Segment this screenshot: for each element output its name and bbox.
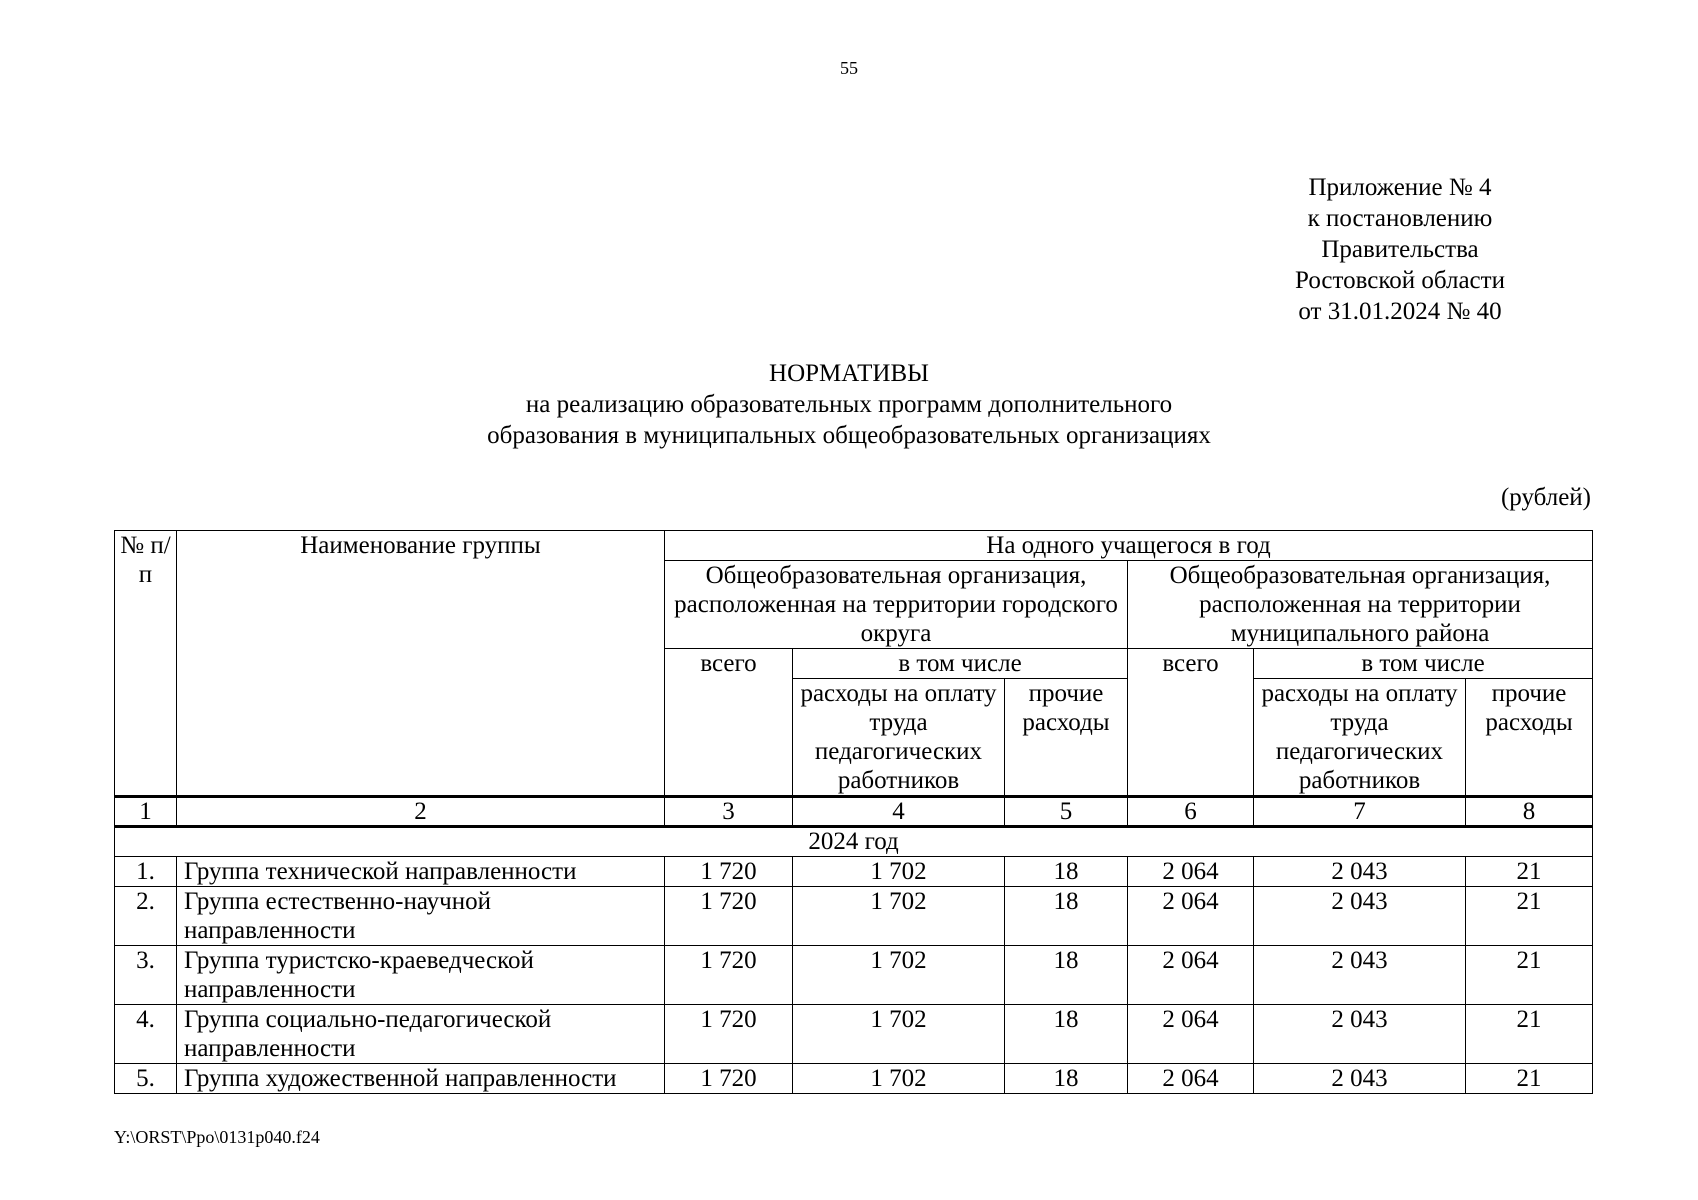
header-urban-including: в том числе — [793, 649, 1128, 679]
urban-salary: 1 702 — [793, 946, 1005, 1005]
rural-other: 21 — [1466, 946, 1593, 1005]
rural-total: 2 064 — [1128, 946, 1254, 1005]
header-num: № п/п — [115, 531, 177, 797]
appendix-line: Правительства — [1321, 236, 1479, 263]
table-row — [115, 946, 1593, 1005]
column-number: 2 — [177, 797, 665, 827]
appendix-line: Ростовской области — [1295, 267, 1505, 294]
column-number: 3 — [665, 797, 793, 827]
title-line: образования в муниципальных общеобразовательных организациях — [487, 422, 1211, 449]
urban-salary: 1 702 — [793, 857, 1005, 887]
row-num: 2. — [115, 887, 177, 946]
row-num: 4. — [115, 1005, 177, 1064]
rural-salary: 2 043 — [1254, 887, 1466, 946]
document-title — [0, 358, 1698, 451]
urban-other: 18 — [1005, 887, 1128, 946]
year-row — [115, 827, 1593, 857]
rural-salary: 2 043 — [1254, 857, 1466, 887]
rural-salary: 2 043 — [1254, 946, 1466, 1005]
rural-total: 2 064 — [1128, 1005, 1254, 1064]
column-number: 5 — [1005, 797, 1128, 827]
row-name: Группа туристско-краеведческой направленности — [177, 946, 665, 1005]
rural-other: 21 — [1466, 857, 1593, 887]
rural-total: 2 064 — [1128, 857, 1254, 887]
header-urban-total: всего — [665, 649, 793, 797]
header-rural-including: в том числе — [1254, 649, 1593, 679]
row-num: 3. — [115, 946, 177, 1005]
title-heading: НОРМАТИВЫ — [769, 360, 929, 387]
row-num: 1. — [115, 857, 177, 887]
header-name: Наименование группы — [177, 531, 665, 797]
header-per-student: На одного учащегося в год — [665, 531, 1593, 561]
row-num: 5. — [115, 1064, 177, 1094]
column-number: 4 — [793, 797, 1005, 827]
column-number: 6 — [1128, 797, 1254, 827]
column-number: 8 — [1466, 797, 1593, 827]
page-number: 55 — [840, 58, 858, 78]
urban-total: 1 720 — [665, 887, 793, 946]
appendix-line: от 31.01.2024 № 40 — [1298, 298, 1502, 325]
row-name: Группа социально-педагогической направленности — [177, 1005, 665, 1064]
urban-other: 18 — [1005, 857, 1128, 887]
rural-salary: 2 043 — [1254, 1064, 1466, 1094]
urban-total: 1 720 — [665, 1064, 793, 1094]
header-rural-total: всего — [1128, 649, 1254, 797]
header-rural-salary: расходы на оплату труда педагогических работников — [1254, 679, 1466, 797]
column-number: 1 — [115, 797, 177, 827]
header-urban-other: прочие расходы — [1005, 679, 1128, 797]
table-row — [115, 1064, 1593, 1094]
header-urban-salary: расходы на оплату труда педагогических работников — [793, 679, 1005, 797]
row-name: Группа естественно-научной направленности — [177, 887, 665, 946]
urban-total: 1 720 — [665, 1005, 793, 1064]
urban-salary: 1 702 — [793, 1064, 1005, 1094]
rural-other: 21 — [1466, 887, 1593, 946]
table-row — [115, 887, 1593, 946]
urban-other: 18 — [1005, 1005, 1128, 1064]
units-label: (рублей) — [1500, 484, 1591, 511]
footer-file-path: Y:\ORST\Ppo\0131p040.f24 — [114, 1127, 320, 1147]
urban-other: 18 — [1005, 946, 1128, 1005]
rural-other: 21 — [1466, 1005, 1593, 1064]
urban-total: 1 720 — [665, 857, 793, 887]
rural-total: 2 064 — [1128, 1064, 1254, 1094]
header-rural-org: Общеобразовательная организация, расположенная на территории муниципального района — [1128, 561, 1593, 649]
urban-total: 1 720 — [665, 946, 793, 1005]
row-name: Группа технической направленности — [177, 857, 665, 887]
norms-table — [114, 530, 1593, 1094]
header-rural-other: прочие расходы — [1466, 679, 1593, 797]
column-numbers-row — [115, 797, 1593, 827]
urban-salary: 1 702 — [793, 1005, 1005, 1064]
year-label: 2024 год — [115, 827, 1593, 857]
title-line: на реализацию образовательных программ дополнительного — [525, 391, 1173, 418]
rural-salary: 2 043 — [1254, 1005, 1466, 1064]
row-name: Группа художественной направленности — [177, 1064, 665, 1094]
rural-total: 2 064 — [1128, 887, 1254, 946]
rural-other: 21 — [1466, 1064, 1593, 1094]
table-row — [115, 1005, 1593, 1064]
header-urban-org: Общеобразовательная организация, расположенная на территории городского округа — [665, 561, 1128, 649]
appendix-block — [1220, 172, 1580, 327]
table-row — [115, 857, 1593, 887]
appendix-line: к постановлению — [1307, 205, 1493, 232]
urban-other: 18 — [1005, 1064, 1128, 1094]
column-number: 7 — [1254, 797, 1466, 827]
urban-salary: 1 702 — [793, 887, 1005, 946]
appendix-line: Приложение № 4 — [1308, 174, 1492, 201]
